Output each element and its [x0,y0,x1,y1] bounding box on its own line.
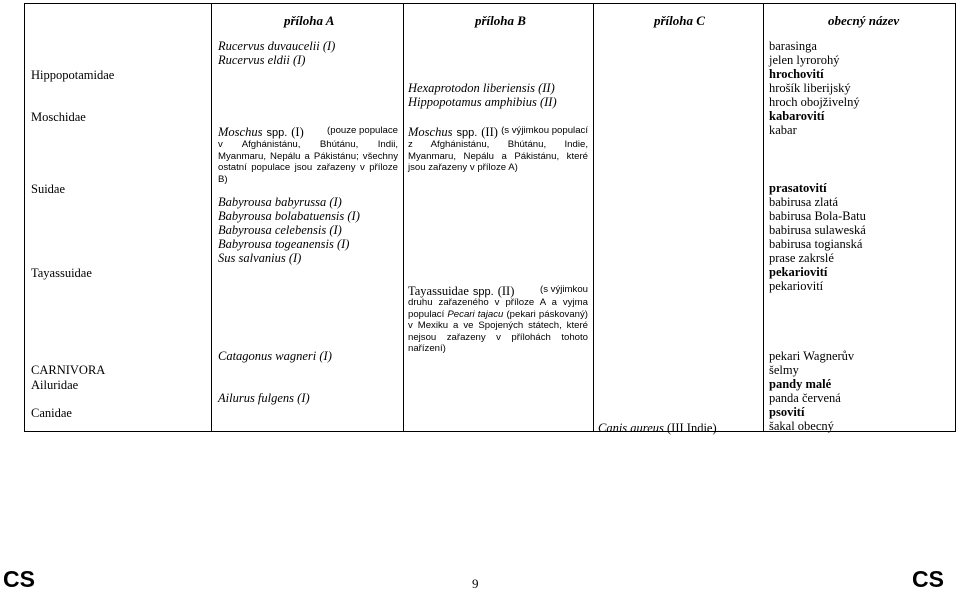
babyrousa-bolabatuensis: Babyrousa bolabatuensis (I) [218,209,360,223]
common-hrosik: hrošík liberijský [769,81,851,95]
common-prasatoviti: prasatovití [769,181,827,195]
moschus-b-spp: spp. [456,127,478,139]
footer-language-right: CS [912,566,944,592]
sus-salvanius: Sus salvanius (I) [218,251,302,265]
family-tayassuidae: Tayassuidae [31,266,92,280]
babyrousa-babyrussa: Babyrousa babyrussa (I) [218,195,342,209]
page-number: 9 [472,576,479,591]
order-carnivora: CARNIVORA [31,363,106,377]
moschus-a-rank: (I) [291,125,304,139]
common-hroch: hroch obojživelný [769,95,860,109]
hexaprotodon-liberiensis: Hexaprotodon liberiensis (II) [408,81,555,95]
canis-aureus-rank: (III Indie) [667,421,717,435]
common-babirusa-sulawesska: babirusa sulaweská [769,223,866,237]
common-pekariovit: pekariovití [769,279,824,293]
common-prase-zakrsle: prase zakrslé [769,251,834,265]
tayassuidae-b-family: Tayassuidae [408,284,469,298]
family-canidae: Canidae [31,406,72,420]
moschus-b-note-first: (s výjimkou populací [501,125,588,136]
moschus-b-genus: Moschus [408,125,453,139]
family-moschidae: Moschidae [31,110,86,124]
col-divider-c [593,3,594,431]
tayassuidae-b-note-first: (s výjimkou [540,284,588,295]
common-psoviti: psovití [769,405,805,419]
canis-aureus [598,421,717,436]
common-babirusa-zlata: babirusa zlatá [769,195,839,209]
common-jelen-lyrorohy: jelen lyrorohý [769,53,840,67]
pecari-tajacu: Pecari tajacu [447,308,504,320]
catagonus-wagneri: Catagonus wagneri (I) [218,349,332,363]
table-top-border [24,3,956,4]
family-ailuridae: Ailuridae [31,378,79,392]
common-kabaroviti: kabarovití [769,109,825,123]
babyrousa-togeanensis: Babyrousa togeanensis (I) [218,237,350,251]
common-barasinga: barasinga [769,39,817,53]
moschus-a-note-first: (pouze populace [327,125,398,136]
family-suidae: Suidae [31,182,66,196]
common-kabar: kabar [769,123,797,137]
table-right-border [955,3,956,431]
moschus-a-note: v Afghánistánu, Bhútánu, Indii, Myanmaru, Nepálu a Pákistánu; všechny ostatní populace jsou zařazeny v příloze B) [218,139,398,185]
rucervus-duvaucelii: Rucervus duvaucelii (I) [218,39,336,53]
tayassuidae-b-note [408,297,588,355]
common-selmy: šelmy [769,363,799,377]
moschus-a-genus: Moschus [218,125,263,139]
header-appendix-a: příloha A [284,13,335,28]
moschus-a-first-line [218,123,398,138]
common-babirusa-togianska: babirusa togianská [769,237,863,251]
col-divider-a [211,3,212,431]
moschus-b-rank: (II) [481,125,498,139]
common-babirusa-bola: babirusa Bola-Batu [769,209,866,223]
common-sakal: šakal obecný [769,419,834,433]
tayassuidae-b-note-b: (pekari páskovaný) v Mexiku a ve Spojených státech, které nejsou zařazeny v přílohách tohoto nařízení) [408,308,588,355]
moschus-a-spp: spp. [266,127,288,139]
canis-aureus-name: Canis aureus [598,421,664,435]
header-appendix-c: příloha C [654,13,705,28]
tayassuidae-b-first-line [408,282,588,297]
header-appendix-b: příloha B [475,13,526,28]
common-pandy-male: pandy malé [769,377,832,391]
moschus-b-note: z Afghánistánu, Bhútánu, Indie, Myanmaru, Nepálu a Pákistánu, které jsou zařazeny v příloze A) [408,139,588,174]
common-pekari-wagneruv: pekari Wagnerův [769,349,855,363]
col-divider-b [403,3,404,431]
table-left-border [24,3,25,431]
tayassuidae-b-note-a: druhu zařazeného v příloze A a vyjma populací [408,297,588,320]
rucervus-eldii: Rucervus eldii (I) [218,53,306,67]
common-pekariovit-heading: pekariovití [769,265,828,279]
tayassuidae-b-spp: spp. [472,286,494,298]
hippopotamus-amphibius: Hippopotamus amphibius (II) [408,95,557,109]
common-panda-cervena: panda červená [769,391,841,405]
babyrousa-celebensis: Babyrousa celebensis (I) [218,223,342,237]
col-divider-common [763,3,764,431]
header-common-name: obecný název [828,13,900,28]
tayassuidae-b-rank: (II) [497,284,515,298]
moschus-b-first-line [408,123,588,138]
family-hippopotamidae: Hippopotamidae [31,68,115,82]
common-hrochoviti: hrochovití [769,67,824,81]
footer-language-left: CS [3,566,35,592]
ailurus-fulgens: Ailurus fulgens (I) [218,391,310,405]
